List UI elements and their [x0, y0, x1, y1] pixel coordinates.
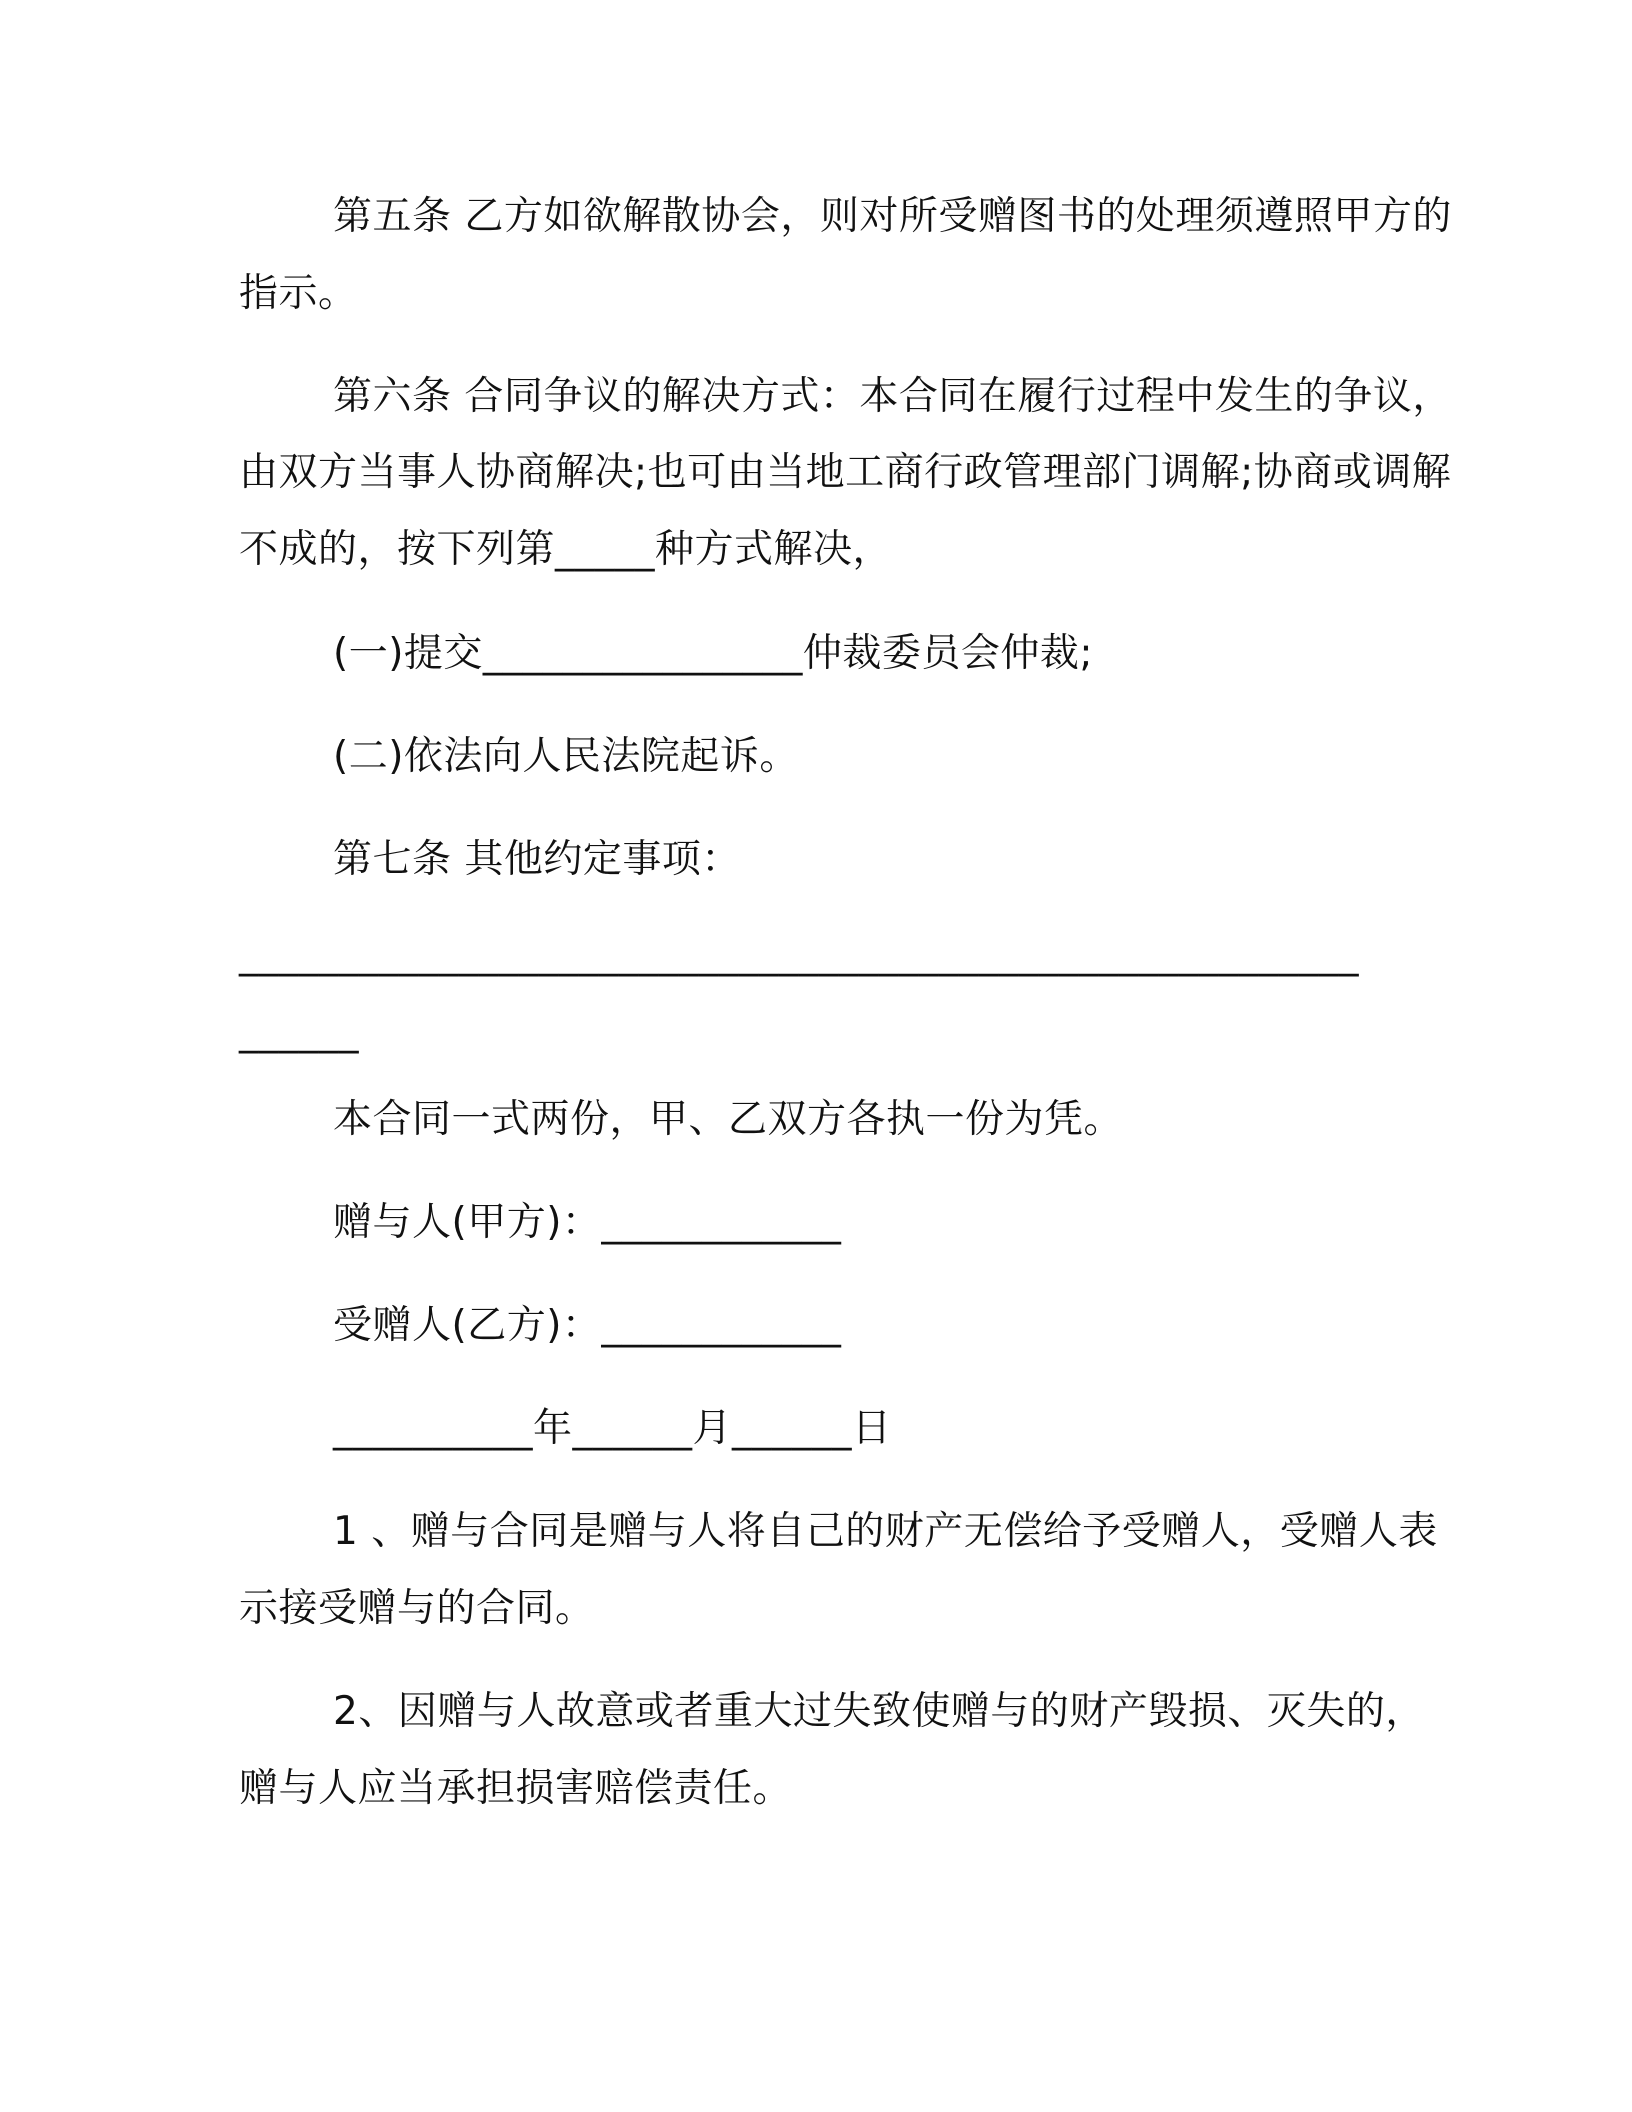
date-line: __________年______月______日	[333, 1406, 892, 1451]
note1-line2: 示接受赠与的合同。	[239, 1586, 595, 1631]
note2-line1: 2、因赠与人故意或者重大过失致使赠与的财产毁损、灭失的，	[333, 1689, 1425, 1734]
article6-line2: 由双方当事人协商解决;也可由当地工商行政管理部门调解;协商或调解	[239, 450, 1452, 495]
note1-line1: 1 、赠与合同是赠与人将自己的财产无偿给予受赠人，受赠人表	[333, 1509, 1438, 1554]
donor-signature-line: 赠与人(甲方)：____________	[333, 1200, 842, 1245]
article5-line1: 第五条 乙方如欲解散协会，则对所受赠图书的处理须遵照甲方的	[333, 194, 1452, 239]
article5-line2: 指示。	[239, 271, 358, 316]
arbitration-option: (一)提交________________仲裁委员会仲裁;	[333, 631, 1094, 676]
article7-heading: 第七条 其他约定事项：	[333, 837, 741, 882]
litigation-option: (二)依法向人民法院起诉。	[333, 734, 799, 779]
article6-line1: 第六条 合同争议的解决方式：本合同在履行过程中发生的争议，	[333, 374, 1452, 419]
copies-clause: 本合同一式两份，甲、乙双方各执一份为凭。	[333, 1097, 1124, 1142]
article6-line3: 不成的，按下列第_____种方式解决，	[239, 527, 893, 572]
note2-line2: 赠与人应当承担损害赔偿责任。	[239, 1766, 793, 1811]
donee-signature-line: 受赠人(乙方)：____________	[333, 1303, 842, 1348]
article7-blank-line-2: ______	[239, 1009, 359, 1054]
article7-blank-line-1: ________________________________________________________	[239, 932, 1359, 977]
